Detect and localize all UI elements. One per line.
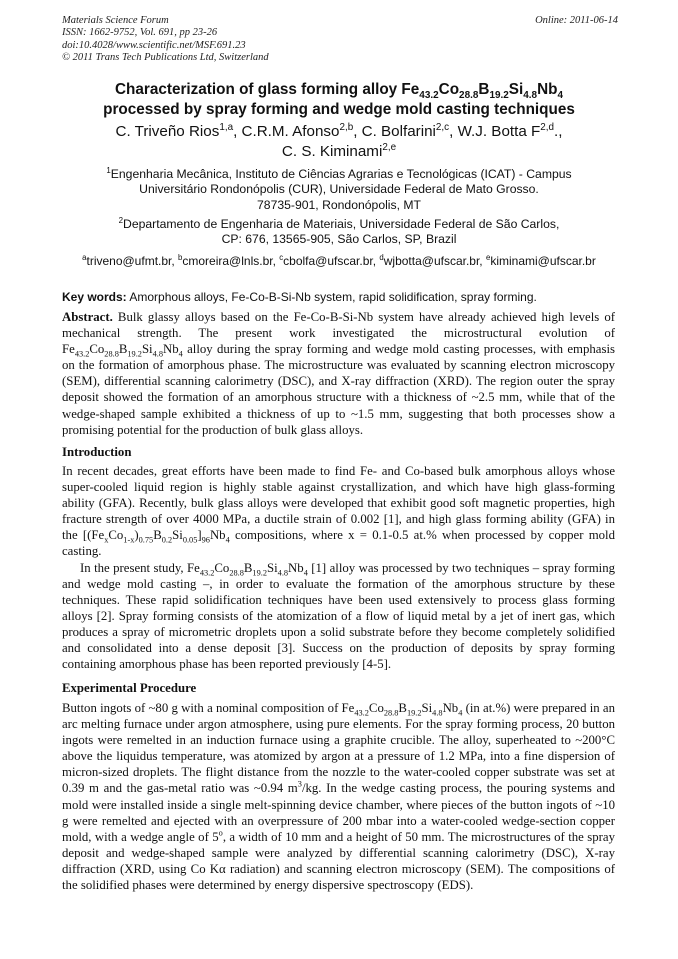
keywords-text: Amorphous alloys, Fe-Co-B-Si-Nb system, rapid solidification, spray forming. [126,290,537,304]
paper-title: Characterization of glass forming alloy $Fe_{43.2}Co_{28.8}B_{19.2}Si_{4.8}Nb_4$ processed by spray forming and wedge mold casting techniques [103,81,575,118]
section-heading-introduction: Introduction [62,445,132,459]
abstract: Abstract. Bulk glassy alloys based on the Fe-Co-B-Si-Nb system have already achieved high levels of mechanical strength. The present work investigated the microstructural evolution of $Fe_{43.2}Co_{28.8}B_{19.2}Si_{4.8}Nb_4$ alloy during the spray forming and wedge mold casting processes, with emphasis on the formation of amorphous phase. The microstructure was evaluated by scanning electron microscopy (SEM), differential scanning calorimetry (DSC), and X-ray diffraction (XRD). The region outer the spray deposit showed the formation of an amorphous structure with a thickness of ~2.5 mm, while that of the wedge-shaped sample exhibited a thickness of up to ~1.5 mm, suggesting that both processes show a promising potential for the production of bulk glass alloys. [62,310,615,437]
journal-doi: doi:10.4028/www.scientific.net/MSF.691.23 [62,39,246,51]
keywords-label: Key words: [62,290,127,304]
abstract-label: Abstract. [62,310,113,324]
experimental-text: Button ingots of ~80 g with a nominal composition of $Fe_{43.2}Co_{28.8}B_{19.2}Si_{4.8}Nb_4$ (in at.%) were prepared in an arc melting furnace under argon atmosphere, using pure elements. For the spray forming process, 20 button ingots were remelted in an induction furnace using a graphite crucible. The alloy, superheated to ~200°C above the liquidus temperature, was atomized by argon at a pressure of 1.2 MPa, into a fine dispersion of micron-sized droplets. The flight distance from the nozzle to the water-cooled copper substrate was set at 0.39 m and the gas-metal ratio was ~0.94 $m^3/kg$. In the wedge casting process, the pouring systems and mold were installed inside a single melt-spinning device chamber, where pieces of the button ingots of ~10 g were remelted and ejected with an overpressure of 200 mbar into a water-cooled wedge-section copper mold, with a wedge angle of 5$^o$, a width of 10 mm and a height of 50 mm. The microstructures of the spray deposit and wedge-shaped sample were analyzed by differential scanning calorimetry (DSC), X-ray diffraction (XRD, using Co Kα radiation) and scanning electron microscopy (SEM). The compositions of the solidified phases were determined by energy dispersive spectroscopy (EDS). [62,701,616,893]
section-heading-experimental: Experimental Procedure [62,681,197,695]
keywords [62,290,622,305]
journal-copyright: © 2011 Trans Tech Publications Ltd, Switzerland [62,52,269,64]
online-date: Online: 2011-06-14 [535,15,618,26]
journal-issn: ISSN: 1662-9752, Vol. 691, pp 23-26 [62,27,218,39]
author-list: C. Triveño Rios$^{1,a}$, C.R.M. Afonso$^{2,b}$, C. Bolfarini$^{2,c}$, W.J. Botta F$^{2,d}$., C. S. Kiminami$^{2,e}$ [115,121,563,160]
email-list: $^a$triveno@ufmt.br, $^b$cmoreira@lnls.br, $^c$cbolfa@ufscar.br, $^d$wjbotta@ufscar.br, $^e$kiminami@ufscar.br [82,253,596,268]
journal-name: Materials Science Forum [62,15,169,26]
affiliation-2: $^2$Departamento de Engenharia de Materiais, Universidade Federal de São Carlos, CP: 676, 13565-905, São Carlos, SP, Brazil [118,215,560,247]
affiliation-1: $^1$Engenharia Mecânica, Instituto de Ciências Agrarias e Tecnológicas (ICAT) - Campus Universitário Rondonópolis (CUR), Universidade Federal de Mato Grosso. 78735-901, Rondonópolis, MT [106,165,572,212]
introduction-text: In recent decades, great efforts have been made to find Fe- and Co-based bulk amorphous alloys whose super-cooled liquid region is highly stable against crystallization, and which have high glass-forming ability (GFA). Recently, bulk glass alloys were developed that exhibit good soft magnetic properties, high fracture strength of over 4000 MPa, a ductile strain of 0.002 [1], and high glass forming ability (GFA) in the $[(Fe_xCo_{1-x})_{0.75}B_{0.2}Si_{0.05}]_{96}Nb_4$ compositions, where x = 0.1-0.5 at.% when processed by copper mold casting. In the present study, $Fe_{43.2}Co_{28.8}B_{19.2}Si_{4.8}Nb_4$ [1] alloy was processed by two techniques – spray forming and wedge mold casting –, in order to evaluate the formation of the amorphous structure by these techniques. These rapid solidification techniques have been used extensively to process glass forming alloys [2]. Spray forming consists of the atomization of a flow of liquid metal by a jet of inert gas, which produces a spray of micrometric droplets upon a solid substrate before they become completely solidified and consolidated into a dense deposit [3]. Success on the production of deposits by spray forming containing amorphous phase has been reported previously [4-5]. [62,464,615,672]
journal-header [62,15,618,65]
